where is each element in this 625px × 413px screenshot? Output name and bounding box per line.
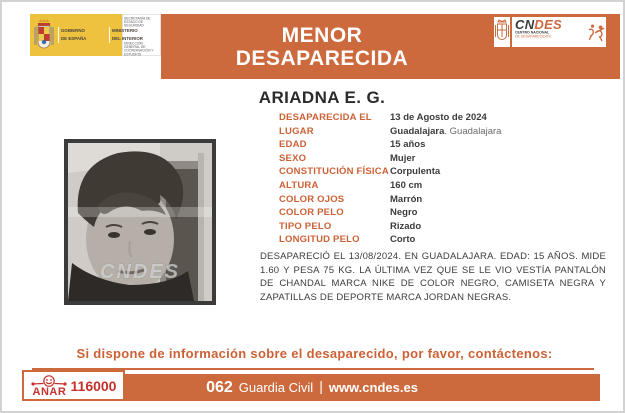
gobierno-de-espana-label	[58, 27, 107, 43]
person-name: ARIADNA E. G.	[258, 88, 386, 107]
field-value: Corto	[390, 234, 416, 246]
field-value: Mujer	[390, 152, 416, 164]
field-label: SEXO	[279, 152, 307, 164]
field-label: CONSTITUCIÓN FÍSICA	[279, 166, 389, 178]
field-row-tipo-pelo	[279, 221, 501, 235]
field-row-constitucion	[279, 166, 501, 180]
field-row-color-ojos	[279, 194, 501, 208]
field-label: COLOR OJOS	[279, 193, 345, 205]
ministerio-line2: DEL INTERIOR	[112, 36, 144, 42]
title-bar	[161, 14, 620, 79]
cndes-coat-of-arms-cell	[494, 17, 512, 47]
field-value: Negro	[390, 207, 418, 219]
field-row-altura	[279, 180, 501, 194]
field-row-desaparecida-el	[279, 112, 501, 126]
field-value: Guadalajara	[390, 125, 445, 137]
spain-coat-of-arms-icon	[32, 17, 56, 53]
separator: |	[319, 377, 323, 394]
field-row-sexo	[279, 153, 501, 167]
field-value: Rizado	[390, 220, 422, 232]
field-label: DESAPARECIDA EL	[279, 112, 372, 123]
field-label: EDAD	[279, 139, 307, 151]
field-value: Corpulenta	[390, 166, 441, 178]
field-value: 13 de Agosto de 2024	[390, 112, 487, 123]
field-label: ALTURA	[279, 179, 319, 191]
government-sub-departments-panel	[122, 14, 161, 56]
disappearance-description: DESAPARECIÓ EL 13/08/2024. EN GUADALAJARA. EDAD: 15 AÑOS. MIDE 1.60 Y PESA 75 KG. LA ÚLTIMA VEZ QUE SE LE VIO VESTÍA PANTALÓN DE CHANDAL MARCA NIKE DE COLOR NEGRO, CAMISETA NEGRA Y ZAPATILLAS DE DEPORTE MARCA JORDAN NEGRAS.	[260, 251, 606, 303]
gobierno-line1: GOBIERNO	[61, 28, 85, 34]
field-label: TIPO PELO	[279, 220, 332, 232]
cndes-acronym-dark: CN	[515, 17, 535, 32]
cndes-logo-box	[492, 15, 608, 49]
field-label: LONGITUD PELO	[279, 234, 360, 246]
cndes-people-figures-icon	[587, 18, 606, 46]
title-line-2: DESAPARECIDA	[235, 46, 409, 70]
field-label: COLOR PELO	[279, 207, 344, 219]
photo-watermark: CNDES	[99, 261, 180, 283]
gobierno-line2: DE ESPAÑA	[61, 36, 87, 42]
person-photo	[64, 139, 216, 305]
secretaria-estado-seguridad-label: SECRETARÍA DE ESTADO DE SEGURIDAD	[124, 17, 151, 28]
contact-instruction: Si dispone de información sobre el desaparecido, por favor, contáctenos:	[76, 346, 553, 361]
person-fields	[279, 112, 501, 248]
field-value: 15 años	[390, 139, 426, 151]
poster-title	[161, 14, 483, 79]
cndes-wordmark	[512, 18, 586, 46]
outline-coat-of-arms-icon	[494, 19, 510, 45]
field-row-longitud-pelo	[279, 234, 501, 248]
police-name: Guardia Civil	[238, 379, 314, 395]
anar-hotline-box	[22, 370, 125, 401]
police-phone-number: 062	[206, 378, 233, 396]
field-value: 160 cm	[390, 179, 423, 191]
cndes-acronym-orange: DES	[534, 17, 563, 32]
anar-label: ANAR	[32, 385, 67, 398]
cndes-website: www.cndes.es	[328, 379, 418, 395]
ministerio-line1: MINISTERIO	[112, 28, 138, 34]
title-line-1: MENOR	[281, 23, 363, 47]
field-row-color-pelo	[279, 207, 501, 221]
direccion-general-coordinacion-label: DIRECCIÓN GENERAL DE COORDINACIÓN Y ESTUDIOS	[124, 41, 154, 56]
cndes-subtitle-dark: CENTRO NACIONAL	[515, 31, 550, 35]
anar-phone-number: 116000	[70, 377, 117, 394]
field-row-lugar	[279, 126, 501, 140]
field-row-edad	[279, 139, 501, 153]
cndes-subtitle-orange: DE DESAPARECIDOS	[515, 34, 551, 39]
field-value-secondary: . Guadalajara	[444, 125, 502, 137]
field-label: LUGAR	[279, 125, 314, 137]
field-value: Marrón	[390, 193, 423, 205]
government-logo-block	[30, 14, 161, 56]
